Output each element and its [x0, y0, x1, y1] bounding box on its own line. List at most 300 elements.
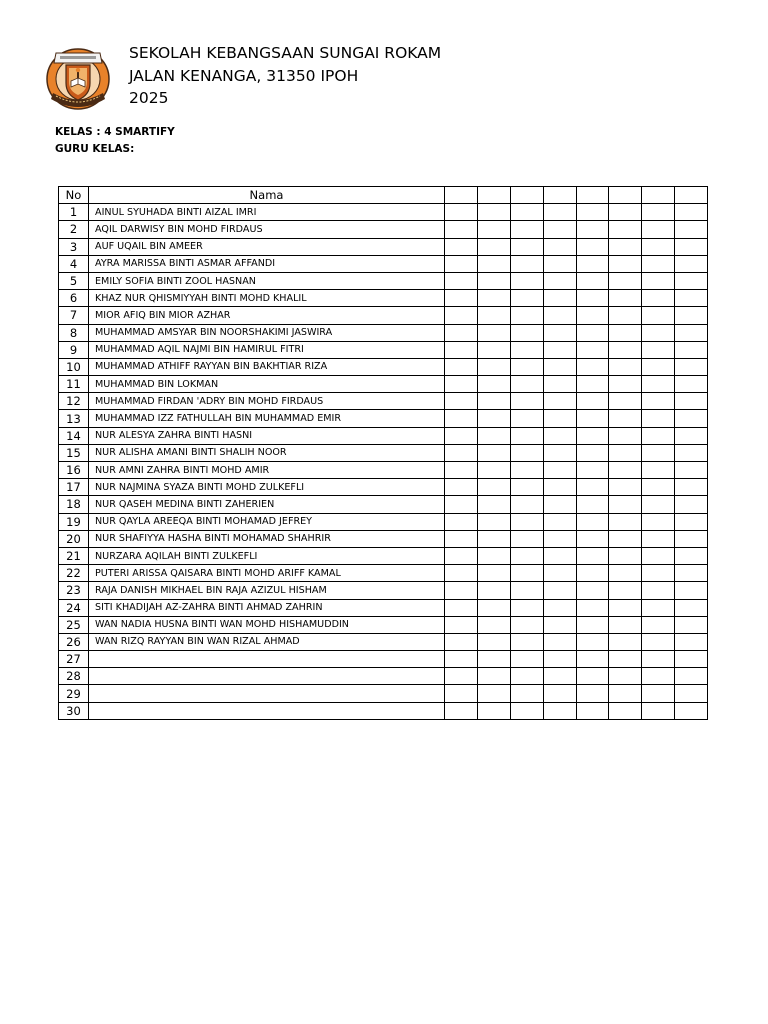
table-row [59, 255, 708, 272]
blank-cell [510, 221, 543, 238]
blank-cell [675, 479, 708, 496]
table-row [59, 530, 708, 547]
blank-cell [576, 685, 609, 702]
header-no: No [59, 187, 89, 204]
blank-cell [609, 513, 642, 530]
blank-cell [609, 565, 642, 582]
row-number: 18 [59, 496, 89, 513]
blank-cell [445, 410, 478, 427]
blank-cell [642, 616, 675, 633]
blank-cell [477, 376, 510, 393]
blank-cell [543, 341, 576, 358]
blank-cell [510, 393, 543, 410]
row-number: 12 [59, 393, 89, 410]
blank-cell [642, 272, 675, 289]
blank-cell [642, 599, 675, 616]
blank-cell [576, 565, 609, 582]
table-row [59, 307, 708, 324]
row-number: 15 [59, 444, 89, 461]
header-blank [675, 187, 708, 204]
blank-cell [543, 358, 576, 375]
blank-cell [510, 462, 543, 479]
school-address: JALAN KENANGA, 31350 IPOH [129, 66, 359, 85]
blank-cell [510, 307, 543, 324]
blank-cell [445, 307, 478, 324]
blank-cell [675, 341, 708, 358]
blank-cell [445, 530, 478, 547]
blank-cell [477, 221, 510, 238]
blank-cell [510, 685, 543, 702]
blank-cell [675, 204, 708, 221]
blank-cell [510, 651, 543, 668]
student-roster-table [58, 186, 708, 720]
blank-cell [543, 616, 576, 633]
blank-cell [642, 255, 675, 272]
blank-cell [642, 479, 675, 496]
blank-cell [477, 547, 510, 564]
blank-cell [510, 427, 543, 444]
row-number: 24 [59, 599, 89, 616]
row-number: 26 [59, 633, 89, 650]
blank-cell [445, 393, 478, 410]
blank-cell [642, 444, 675, 461]
blank-cell [642, 290, 675, 307]
blank-cell [609, 376, 642, 393]
table-row [59, 290, 708, 307]
blank-cell [510, 565, 543, 582]
row-number: 7 [59, 307, 89, 324]
blank-cell [477, 582, 510, 599]
blank-cell [675, 513, 708, 530]
blank-cell [609, 238, 642, 255]
blank-cell [576, 221, 609, 238]
blank-cell [642, 238, 675, 255]
blank-cell [510, 599, 543, 616]
student-name [89, 702, 445, 719]
blank-cell [609, 255, 642, 272]
blank-cell [609, 290, 642, 307]
blank-cell [675, 582, 708, 599]
blank-cell [609, 582, 642, 599]
blank-cell [642, 668, 675, 685]
blank-cell [543, 290, 576, 307]
blank-cell [510, 702, 543, 719]
blank-cell [675, 496, 708, 513]
blank-cell [675, 668, 708, 685]
table-row [59, 565, 708, 582]
blank-cell [510, 238, 543, 255]
blank-cell [576, 444, 609, 461]
blank-cell [477, 358, 510, 375]
table-row [59, 341, 708, 358]
blank-cell [543, 633, 576, 650]
table-row [59, 427, 708, 444]
blank-cell [477, 633, 510, 650]
blank-cell [642, 358, 675, 375]
blank-cell [477, 530, 510, 547]
blank-cell [445, 496, 478, 513]
blank-cell [576, 702, 609, 719]
school-year: 2025 [129, 89, 169, 107]
header-blank [477, 187, 510, 204]
row-number: 3 [59, 238, 89, 255]
blank-cell [543, 668, 576, 685]
row-number: 27 [59, 651, 89, 668]
blank-cell [543, 565, 576, 582]
blank-cell [576, 307, 609, 324]
student-name: NUR AMNI ZAHRA BINTI MOHD AMIR [89, 462, 445, 479]
blank-cell [642, 427, 675, 444]
table-row [59, 668, 708, 685]
row-number: 10 [59, 358, 89, 375]
student-name: WAN NADIA HUSNA BINTI WAN MOHD HISHAMUDDIN [89, 616, 445, 633]
header-blank [543, 187, 576, 204]
blank-cell [675, 324, 708, 341]
student-name: MUHAMMAD ATHIFF RAYYAN BIN BAKHTIAR RIZA [89, 358, 445, 375]
table-row [59, 410, 708, 427]
blank-cell [477, 204, 510, 221]
blank-cell [510, 324, 543, 341]
blank-cell [543, 685, 576, 702]
blank-cell [543, 479, 576, 496]
class-label: KELAS : 4 SMARTIFY [55, 126, 175, 138]
student-name: MIOR AFIQ BIN MIOR AZHAR [89, 307, 445, 324]
blank-cell [609, 204, 642, 221]
blank-cell [445, 358, 478, 375]
blank-cell [445, 462, 478, 479]
blank-cell [477, 462, 510, 479]
blank-cell [675, 393, 708, 410]
blank-cell [675, 599, 708, 616]
blank-cell [445, 427, 478, 444]
blank-cell [642, 633, 675, 650]
student-name: NUR SHAFIYYA HASHA BINTI MOHAMAD SHAHRIR [89, 530, 445, 547]
blank-cell [477, 599, 510, 616]
student-name: EMILY SOFIA BINTI ZOOL HASNAN [89, 272, 445, 289]
blank-cell [675, 685, 708, 702]
blank-cell [609, 393, 642, 410]
student-name: MUHAMMAD IZZ FATHULLAH BIN MUHAMMAD EMIR [89, 410, 445, 427]
blank-cell [675, 290, 708, 307]
student-name: MUHAMMAD AQIL NAJMI BIN HAMIRUL FITRI [89, 341, 445, 358]
blank-cell [510, 410, 543, 427]
row-number: 11 [59, 376, 89, 393]
student-name [89, 651, 445, 668]
blank-cell [642, 221, 675, 238]
blank-cell [576, 290, 609, 307]
header-blank [609, 187, 642, 204]
row-number: 9 [59, 341, 89, 358]
blank-cell [642, 496, 675, 513]
blank-cell [445, 599, 478, 616]
blank-cell [543, 376, 576, 393]
table-row [59, 702, 708, 719]
student-name: AQIL DARWISY BIN MOHD FIRDAUS [89, 221, 445, 238]
blank-cell [642, 547, 675, 564]
blank-cell [642, 341, 675, 358]
blank-cell [576, 616, 609, 633]
table-row [59, 324, 708, 341]
blank-cell [510, 668, 543, 685]
student-name: NUR NAJMINA SYAZA BINTI MOHD ZULKEFLI [89, 479, 445, 496]
table-row [59, 393, 708, 410]
blank-cell [576, 513, 609, 530]
blank-cell [510, 530, 543, 547]
blank-cell [543, 599, 576, 616]
blank-cell [675, 427, 708, 444]
student-name: PUTERI ARISSA QAISARA BINTI MOHD ARIFF KAMAL [89, 565, 445, 582]
blank-cell [510, 272, 543, 289]
blank-cell [445, 479, 478, 496]
blank-cell [445, 668, 478, 685]
row-number: 16 [59, 462, 89, 479]
blank-cell [675, 530, 708, 547]
blank-cell [609, 547, 642, 564]
blank-cell [609, 410, 642, 427]
blank-cell [445, 651, 478, 668]
blank-cell [609, 358, 642, 375]
blank-cell [642, 324, 675, 341]
blank-cell [576, 393, 609, 410]
blank-cell [510, 376, 543, 393]
blank-cell [642, 393, 675, 410]
blank-cell [477, 290, 510, 307]
row-number: 29 [59, 685, 89, 702]
student-name: SITI KHADIJAH AZ-ZAHRA BINTI AHMAD ZAHRIN [89, 599, 445, 616]
table-row [59, 513, 708, 530]
blank-cell [477, 324, 510, 341]
blank-cell [576, 582, 609, 599]
blank-cell [477, 616, 510, 633]
table-row [59, 358, 708, 375]
blank-cell [477, 272, 510, 289]
blank-cell [445, 513, 478, 530]
blank-cell [510, 290, 543, 307]
blank-cell [675, 444, 708, 461]
blank-cell [543, 324, 576, 341]
blank-cell [543, 530, 576, 547]
roster-body [59, 204, 708, 720]
blank-cell [642, 410, 675, 427]
blank-cell [510, 633, 543, 650]
blank-cell [477, 685, 510, 702]
blank-cell [642, 307, 675, 324]
blank-cell [477, 651, 510, 668]
row-number: 4 [59, 255, 89, 272]
blank-cell [510, 255, 543, 272]
student-name: MUHAMMAD AMSYAR BIN NOORSHAKIMI JASWIRA [89, 324, 445, 341]
student-name: NUR ALISHA AMANI BINTI SHALIH NOOR [89, 444, 445, 461]
blank-cell [543, 582, 576, 599]
blank-cell [609, 324, 642, 341]
blank-cell [609, 685, 642, 702]
blank-cell [609, 651, 642, 668]
student-name [89, 685, 445, 702]
student-name: NUR QASEH MEDINA BINTI ZAHERIEN [89, 496, 445, 513]
blank-cell [609, 221, 642, 238]
blank-cell [477, 307, 510, 324]
school-header [129, 42, 441, 110]
blank-cell [510, 204, 543, 221]
blank-cell [576, 496, 609, 513]
header-blank [642, 187, 675, 204]
table-header-row [59, 187, 708, 204]
row-number: 5 [59, 272, 89, 289]
blank-cell [609, 633, 642, 650]
blank-cell [576, 358, 609, 375]
table-row [59, 238, 708, 255]
blank-cell [445, 702, 478, 719]
blank-cell [543, 307, 576, 324]
blank-cell [477, 513, 510, 530]
header-blank [576, 187, 609, 204]
blank-cell [445, 685, 478, 702]
blank-cell [576, 462, 609, 479]
row-number: 22 [59, 565, 89, 582]
blank-cell [445, 616, 478, 633]
blank-cell [445, 376, 478, 393]
blank-cell [543, 221, 576, 238]
blank-cell [642, 582, 675, 599]
student-name: MUHAMMAD BIN LOKMAN [89, 376, 445, 393]
blank-cell [543, 444, 576, 461]
blank-cell [675, 376, 708, 393]
blank-cell [510, 479, 543, 496]
table-row [59, 376, 708, 393]
blank-cell [576, 530, 609, 547]
blank-cell [675, 358, 708, 375]
row-number: 25 [59, 616, 89, 633]
row-number: 2 [59, 221, 89, 238]
school-crest-logo [44, 43, 112, 113]
student-name: AINUL SYUHADA BINTI AIZAL IMRI [89, 204, 445, 221]
blank-cell [609, 702, 642, 719]
blank-cell [477, 479, 510, 496]
blank-cell [675, 633, 708, 650]
blank-cell [609, 616, 642, 633]
header-blank [510, 187, 543, 204]
student-name: NUR ALESYA ZAHRA BINTI HASNI [89, 427, 445, 444]
blank-cell [576, 651, 609, 668]
blank-cell [576, 427, 609, 444]
blank-cell [642, 565, 675, 582]
blank-cell [445, 341, 478, 358]
blank-cell [576, 599, 609, 616]
blank-cell [642, 651, 675, 668]
blank-cell [576, 204, 609, 221]
blank-cell [477, 444, 510, 461]
student-name: NURZARA AQILAH BINTI ZULKEFLI [89, 547, 445, 564]
blank-cell [609, 272, 642, 289]
row-number: 28 [59, 668, 89, 685]
blank-cell [445, 204, 478, 221]
blank-cell [675, 410, 708, 427]
blank-cell [477, 393, 510, 410]
blank-cell [576, 633, 609, 650]
blank-cell [510, 358, 543, 375]
blank-cell [445, 565, 478, 582]
blank-cell [609, 668, 642, 685]
student-name: WAN RIZQ RAYYAN BIN WAN RIZAL AHMAD [89, 633, 445, 650]
row-number: 30 [59, 702, 89, 719]
blank-cell [675, 255, 708, 272]
student-name [89, 668, 445, 685]
class-info [55, 124, 175, 158]
blank-cell [445, 324, 478, 341]
blank-cell [543, 513, 576, 530]
blank-cell [576, 376, 609, 393]
blank-cell [675, 616, 708, 633]
blank-cell [445, 238, 478, 255]
blank-cell [543, 496, 576, 513]
table-row [59, 462, 708, 479]
blank-cell [445, 272, 478, 289]
blank-cell [477, 496, 510, 513]
blank-cell [510, 341, 543, 358]
blank-cell [543, 651, 576, 668]
row-number: 19 [59, 513, 89, 530]
blank-cell [543, 410, 576, 427]
blank-cell [445, 547, 478, 564]
teacher-label: GURU KELAS: [55, 143, 135, 155]
table-row [59, 221, 708, 238]
blank-cell [543, 393, 576, 410]
blank-cell [510, 496, 543, 513]
table-row [59, 272, 708, 289]
blank-cell [576, 341, 609, 358]
blank-cell [445, 290, 478, 307]
table-row [59, 444, 708, 461]
row-number: 17 [59, 479, 89, 496]
blank-cell [642, 376, 675, 393]
table-row [59, 685, 708, 702]
blank-cell [477, 565, 510, 582]
blank-cell [609, 427, 642, 444]
blank-cell [445, 582, 478, 599]
student-name: AUF UQAIL BIN AMEER [89, 238, 445, 255]
blank-cell [445, 444, 478, 461]
blank-cell [642, 462, 675, 479]
blank-cell [675, 307, 708, 324]
blank-cell [445, 221, 478, 238]
row-number: 13 [59, 410, 89, 427]
blank-cell [543, 238, 576, 255]
blank-cell [543, 462, 576, 479]
row-number: 1 [59, 204, 89, 221]
blank-cell [510, 444, 543, 461]
table-row [59, 651, 708, 668]
blank-cell [609, 599, 642, 616]
blank-cell [477, 410, 510, 427]
blank-cell [609, 479, 642, 496]
blank-cell [477, 427, 510, 444]
student-name: AYRA MARISSA BINTI ASMAR AFFANDI [89, 255, 445, 272]
student-name: KHAZ NUR QHISMIYYAH BINTI MOHD KHALIL [89, 290, 445, 307]
school-name: SEKOLAH KEBANGSAAN SUNGAI ROKAM [129, 44, 442, 62]
blank-cell [543, 702, 576, 719]
table-row [59, 599, 708, 616]
table-row [59, 616, 708, 633]
blank-cell [675, 651, 708, 668]
header-name: Nama [89, 187, 445, 204]
table-row [59, 582, 708, 599]
blank-cell [543, 255, 576, 272]
blank-cell [609, 307, 642, 324]
blank-cell [642, 513, 675, 530]
blank-cell [543, 204, 576, 221]
blank-cell [510, 547, 543, 564]
blank-cell [675, 565, 708, 582]
